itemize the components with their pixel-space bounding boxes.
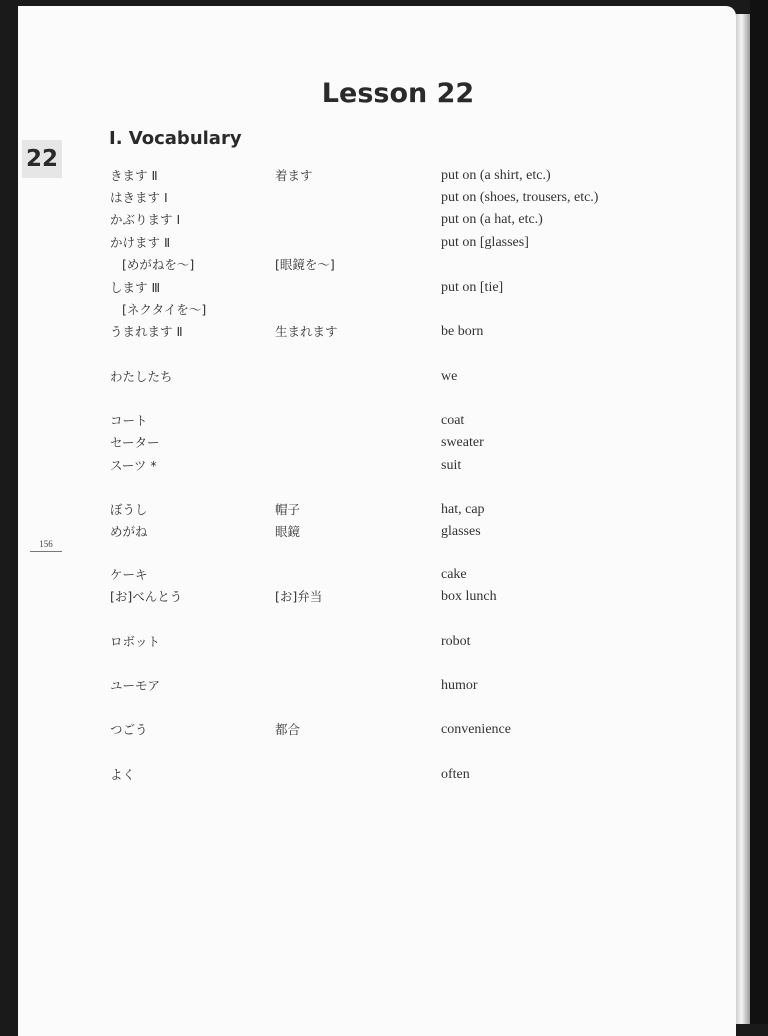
lesson-title: Lesson 22 (321, 78, 475, 109)
vocab-row (0, 187, 768, 209)
vocab-english: convenience (441, 722, 511, 737)
vocab-english: cake (441, 567, 467, 582)
vocab-kanji: 都合 (275, 722, 301, 737)
vocab-english: suit (441, 458, 462, 473)
vocab-english: robot (441, 634, 471, 649)
vocab-kana: よく (110, 767, 136, 782)
vocab-english: humor (441, 678, 478, 693)
vocab-row (0, 564, 768, 586)
vocab-english: be born (441, 324, 484, 339)
vocab-english: hat, cap (441, 502, 485, 517)
lesson-side-tab: 22 (22, 140, 62, 178)
vocab-english: we (441, 369, 458, 384)
vocab-english: box lunch (441, 589, 497, 604)
vocab-kana: わたしたち (110, 369, 173, 384)
vocab-english: sweater (441, 435, 484, 450)
vocab-english: coat (441, 413, 465, 428)
vocab-kana: ケーキ (110, 567, 148, 582)
vocab-kana: かけます Ⅱ (110, 235, 171, 250)
vocab-row (0, 764, 768, 786)
vocab-kana: します Ⅲ (110, 280, 161, 295)
vocab-row (0, 366, 768, 388)
vocab-kanji: 眼鏡 (275, 524, 301, 539)
vocab-kana: はきます Ⅰ (110, 190, 168, 205)
vocab-row (0, 719, 768, 741)
vocab-row (0, 410, 768, 432)
vocab-row (0, 321, 768, 343)
vocab-kana: うまれます Ⅱ (110, 324, 183, 339)
vocab-kana: [ネクタイを～] (122, 302, 207, 317)
vocab-row (0, 499, 768, 521)
vocab-kana: [めがねを～] (122, 257, 195, 272)
vocab-row (0, 455, 768, 477)
vocab-kana: コート (110, 413, 148, 428)
vocab-kana: [お]べんとう (110, 589, 183, 604)
vocab-row (0, 521, 768, 543)
vocab-english: put on (a shirt, etc.) (441, 168, 551, 183)
vocab-kanji: 生まれます (275, 324, 338, 339)
vocab-kana: ロボット (110, 634, 161, 649)
vocab-row (0, 586, 768, 608)
page-number: 156 (30, 539, 62, 552)
vocab-kana: セーター (110, 435, 160, 450)
vocab-row (0, 232, 768, 254)
vocab-english: put on [glasses] (441, 235, 529, 250)
vocab-kana: かぶります Ⅰ (110, 212, 181, 227)
vocab-english: put on (a hat, etc.) (441, 212, 543, 227)
vocab-row (0, 299, 768, 321)
vocab-kana: ぼうし (110, 502, 148, 517)
vocab-kana: めがね (110, 524, 148, 539)
vocab-row (0, 277, 768, 299)
vocab-english: often (441, 767, 470, 782)
vocab-kanji: [眼鏡を～] (275, 257, 335, 272)
vocab-kana: ユーモア (110, 678, 161, 693)
vocab-kanji: 帽子 (275, 502, 301, 517)
vocab-row (0, 675, 768, 697)
vocab-kana: スーツ * (110, 458, 157, 473)
vocab-english: put on [tie] (441, 280, 504, 295)
vocab-kana: つごう (110, 722, 148, 737)
vocab-row (0, 631, 768, 653)
vocab-english: put on (shoes, trousers, etc.) (441, 190, 599, 205)
vocab-kana: きます Ⅱ (110, 168, 158, 183)
section-title: I. Vocabulary (109, 128, 242, 149)
vocab-row (0, 254, 768, 276)
vocab-row (0, 209, 768, 231)
vocab-kanji: [お]弁当 (275, 589, 323, 604)
vocab-row (0, 432, 768, 454)
vocab-kanji: 着ます (275, 168, 313, 183)
vocab-row (0, 165, 768, 187)
vocab-english: glasses (441, 524, 481, 539)
